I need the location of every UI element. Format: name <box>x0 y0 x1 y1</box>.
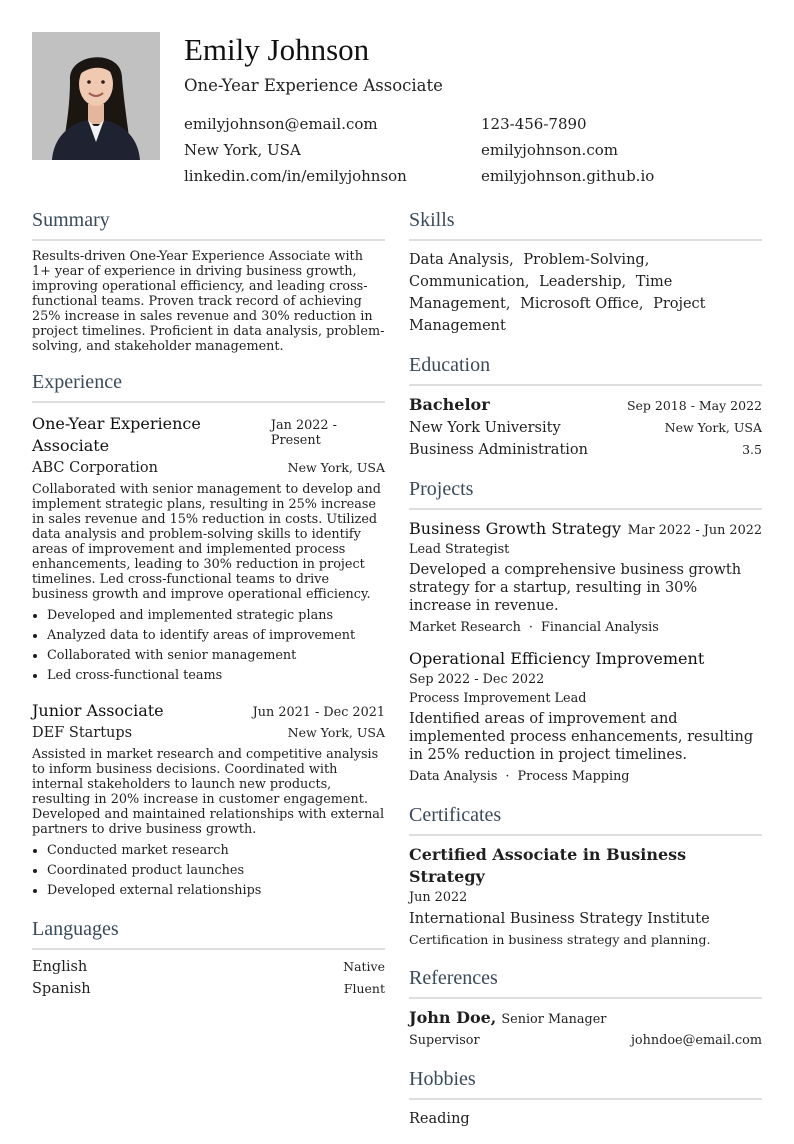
language-name: Spanish <box>32 981 91 997</box>
reference-position: Senior Manager <box>501 1012 607 1027</box>
project-tags: Data Analysis · Process Mapping <box>409 769 630 784</box>
language-level: Fluent <box>343 981 385 996</box>
job-location: New York, USA <box>287 460 385 475</box>
skill-item: Communication, <box>409 274 530 290</box>
section-heading: Projects <box>409 475 762 510</box>
certificate-description: Certification in business strategy and planning. <box>409 932 711 947</box>
summary-text: Results-driven One-Year Experience Associate with 1+ year of experience in driving business growth, improving operational efficiency, and leading cross-functional teams. Proven track record of achieving 25% increase in sales revenue and 30% reduction in project timelines. Proficient in data analysis, problem-solving, and stakeholder management. <box>32 249 385 354</box>
reference-relation: Supervisor <box>409 1033 480 1048</box>
highlight-item: • Led cross-functional teams <box>47 666 385 686</box>
location: New York, USA <box>184 141 301 159</box>
linkedin-link[interactable]: linkedin.com/in/emilyjohnson <box>184 167 407 185</box>
job-date: Jun 2021 - Dec 2021 <box>252 705 385 720</box>
experience-section <box>32 368 385 901</box>
certificate-date: Jun 2022 <box>409 890 468 905</box>
skills-list <box>409 249 762 337</box>
reference-email[interactable]: johndoe@email.com <box>630 1033 762 1048</box>
project-date: Sep 2022 - Dec 2022 <box>409 672 545 687</box>
job-description: Collaborated with senior management to develop and implement strategic plans, resulting in 25% increase in sales revenue and 15% reduction in costs. Utilized data analysis and problem-solving skills to identify areas of improvement and implemented process enhancements, leading to 30% reduction in project timelines. Led cross-functional teams to drive business growth and improve operational efficiency. <box>32 482 381 602</box>
project-tag: Process Mapping <box>517 769 630 784</box>
company-name: ABC Corporation <box>32 460 158 476</box>
job-location: New York, USA <box>287 725 385 740</box>
job-date: Jan 2022 - Present <box>270 418 337 448</box>
job-title: One-Year Experience Associate <box>32 414 201 455</box>
section-heading: Skills <box>409 206 762 241</box>
skill-item: Leadership, <box>539 274 627 290</box>
project-description: Developed a comprehensive business growth strategy for a startup, resulting in 30% increase in revenue. <box>409 562 742 614</box>
section-heading: Summary <box>32 206 385 241</box>
hobby-item: Reading <box>409 1111 470 1127</box>
job-description: Assisted in market research and competitive analysis to inform business decisions. Coordinated with internal stakeholders to launch new products, resulting in 20% increase in customer engagement. Developed and maintained relationships with external partners to drive business growth. <box>32 747 385 837</box>
certificate-issuer: International Business Strategy Institute <box>409 911 710 927</box>
contact-info <box>184 113 764 187</box>
left-column <box>32 206 385 1014</box>
school-location: New York, USA <box>664 420 762 435</box>
project-item <box>409 518 762 638</box>
hobbies-section <box>409 1065 762 1130</box>
person-portrait-icon <box>32 32 160 160</box>
resume-header <box>184 30 764 187</box>
project-description: Identified areas of improvement and implemented process enhancements, resulting in 25% reduction in project timelines. <box>409 711 754 763</box>
highlight-item: • Coordinated product launches <box>47 861 385 881</box>
certificates-section <box>409 801 762 950</box>
candidate-name: Emily Johnson <box>184 32 370 67</box>
job-title: Junior Associate <box>32 701 164 720</box>
email-link[interactable]: emilyjohnson@email.com <box>184 115 378 133</box>
section-heading: Education <box>409 351 762 386</box>
project-name: Operational Efficiency Improvement <box>409 649 705 668</box>
section-heading: References <box>409 964 762 999</box>
language-level: Native <box>343 959 385 974</box>
github-link[interactable]: emilyjohnson.github.io <box>481 167 655 185</box>
certificate-title: Certified Associate in Business Strategy <box>409 845 687 886</box>
language-name: English <box>32 959 88 975</box>
skill-item: Time Management, <box>409 274 673 312</box>
field-of-study: Business Administration <box>409 442 588 458</box>
highlight-item: • Conducted market research <box>47 841 385 861</box>
summary-section <box>32 206 385 354</box>
school-name: New York University <box>409 420 561 436</box>
references-section <box>409 964 762 1051</box>
language-item <box>32 978 385 1000</box>
education-item <box>409 394 762 461</box>
education-section <box>409 351 762 461</box>
job-highlights <box>32 606 385 686</box>
experience-item <box>32 700 385 901</box>
highlight-item: • Analyzed data to identify areas of improvement <box>47 626 385 646</box>
section-heading: Experience <box>32 368 385 403</box>
right-column <box>409 206 762 1144</box>
language-item <box>32 956 385 978</box>
project-name: Business Growth Strategy <box>409 519 622 538</box>
website-link[interactable]: emilyjohnson.com <box>481 141 618 159</box>
profile-photo <box>32 32 160 160</box>
languages-section <box>32 915 385 1000</box>
highlight-item: • Developed and implemented strategic plans <box>47 606 385 626</box>
candidate-title: One-Year Experience Associate <box>184 76 443 95</box>
project-role: Lead Strategist <box>409 542 510 557</box>
project-tag: Data Analysis <box>409 769 498 784</box>
job-highlights <box>32 841 385 901</box>
skill-item: Project Management <box>409 296 706 334</box>
skill-item: Microsoft Office, <box>520 296 644 312</box>
reference-item <box>409 1007 762 1031</box>
education-date: Sep 2018 - May 2022 <box>626 398 762 413</box>
section-heading: Hobbies <box>409 1065 762 1100</box>
degree: Bachelor <box>409 395 490 414</box>
company-name: DEF Startups <box>32 725 133 741</box>
highlight-item: • Developed external relationships <box>47 881 385 901</box>
highlight-item: • Collaborated with senior management <box>47 646 385 666</box>
skill-item: Problem-Solving, <box>523 252 650 268</box>
experience-item <box>32 413 385 686</box>
section-heading: Certificates <box>409 801 762 836</box>
phone-number[interactable]: 123-456-7890 <box>481 115 587 133</box>
project-item <box>409 648 762 787</box>
projects-section <box>409 475 762 787</box>
gpa: 3.5 <box>742 442 762 457</box>
project-tags: Market Research · Financial Analysis <box>409 620 659 635</box>
project-date: Mar 2022 - Jun 2022 <box>627 523 762 538</box>
project-role: Process Improvement Lead <box>409 691 587 706</box>
project-tag: Market Research <box>409 620 521 635</box>
section-heading: Languages <box>32 915 385 950</box>
reference-name: John Doe, <box>409 1008 497 1027</box>
project-tag: Financial Analysis <box>540 620 659 635</box>
skill-item: Data Analysis, <box>409 252 514 268</box>
skills-section <box>409 206 762 337</box>
